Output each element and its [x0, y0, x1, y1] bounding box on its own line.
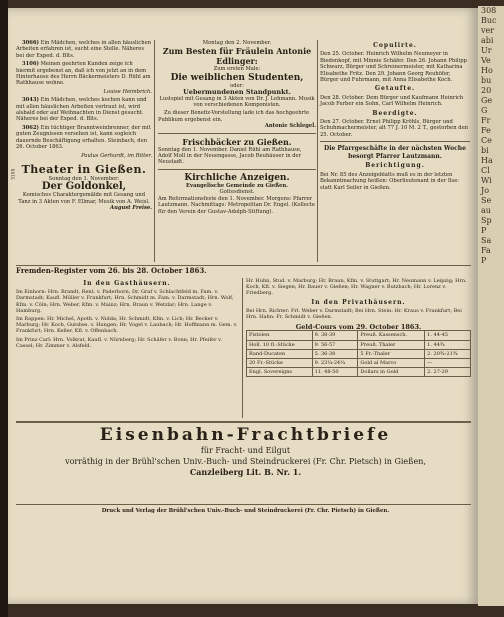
private-text: Bei Hrn. Richter: Frl. Weber v. Darmstadt; Bei Hrn. Stein: Hr. Kraus v. Frankfurt; Bei Hrn. Hahn: Fr. Schmidt v. Gießen. — [246, 307, 462, 321]
exchange-row — [247, 349, 471, 358]
exchange-cell: 2. 27-29 — [425, 368, 471, 377]
column-middle — [158, 40, 316, 215]
edge-fragment: Wi — [481, 176, 492, 185]
edge-fragment: Ve — [481, 56, 491, 65]
exchange-cell: 5 Fr.-Thaler — [358, 349, 425, 358]
freight-advert — [18, 425, 473, 477]
baptized-text: Den 28. October. Dem Bürger und Kaufmann Heinrich Jacob Ferber ein Sohn, Carl Wilhelm Heinrich. — [320, 94, 464, 108]
exchange-title: Geld-Cours vom 29. October 1863. — [295, 323, 422, 332]
exchange-cell: 1. 44-45 — [425, 331, 471, 340]
divider — [158, 133, 316, 134]
exchange-cell: — — [425, 359, 471, 368]
section-rule — [16, 504, 471, 505]
next-page-edge — [478, 6, 504, 606]
edge-fragment: Sp — [481, 216, 492, 225]
exchange-cell: Preuß. Thaler — [358, 340, 425, 349]
edge-fragment: Cl — [481, 166, 490, 175]
column-left — [11, 40, 152, 212]
freight-address: Canzleiberg Lit. B. Nr. 1. — [189, 467, 302, 477]
exchange-cell: 9. 38-39 — [312, 331, 358, 340]
correction-text: Bei Nr. 85 des Anzeigeblatts muß es in der letzten Bekanntmachung heißen: Oberlieutenant in der Ilse: statt Karl Seiler in Gießen. — [320, 171, 460, 191]
edge-fragment: 308 — [481, 6, 497, 15]
edge-fragment: bi — [481, 146, 489, 155]
exchange-cell: 11. 48-50 — [312, 368, 358, 377]
buried-heading: Beerdigte. — [372, 109, 418, 117]
exchange-cell: Gold al Marco — [358, 359, 425, 368]
freight-sub: für Fracht- und Eilgut — [200, 446, 291, 455]
exchange-cell: Preuß. Kassensch. — [358, 331, 425, 340]
exchange-row — [247, 340, 471, 349]
column-rule-3 — [242, 278, 243, 418]
exchange-cell: Holl. 10 fl.-Stücke — [247, 340, 313, 349]
edge-fragment: Ge — [481, 96, 493, 105]
exchange-row — [247, 359, 471, 368]
benefit-first: Zum ersten Male: — [213, 66, 261, 73]
exchange-cell: Engl. Sovereigns — [247, 368, 313, 377]
exchange-table — [246, 330, 471, 377]
inns-heading: In den Gasthäusern. — [83, 280, 171, 287]
edge-fragment: Se — [481, 196, 492, 205]
ad-3066: 3066) Ein Mädchen, welches in allen häuslichen Arbeiten erfahren ist, sucht eine Stelle. Näheres bei der Exped. d. Blts. — [16, 40, 152, 59]
exchange-row — [247, 331, 471, 340]
exchange-cell: 2. 20¾-21¾ — [425, 349, 471, 358]
edge-fragment: P — [481, 256, 487, 265]
church-text: Am Reformationsfeste den 1. November. Morgens: Pfarrer Lautzmann. Nachmittags: Metropolitan Dr. Engel. (Kollecte für den Verein der Gustav-Adolph-Stiftung). — [158, 195, 315, 215]
freight-line: vorräthig in der Brühl'schen Univ.-Buch- und Steindruckerei (Fr. Chr. Pietsch) in Gießen, — [65, 457, 426, 466]
edge-fragment: Jo — [481, 186, 490, 195]
parish-notice: Die Pfarrgeschäfte in der nächsten Woche besorgt Pfarrer Lautzmann. — [323, 145, 466, 160]
edge-fragment: P — [481, 226, 487, 235]
edge-fragment: Ur — [481, 46, 492, 55]
theater-signature: August Freise. — [110, 205, 152, 212]
theater-desc: Komisches Charaktergemälde mit Gesang und Tanz in 3 Akten von F. Ellmar, Musik von A. Weisl. — [18, 192, 150, 205]
exchange-cell: Dollars in Gold — [358, 368, 425, 377]
imprint: Druck und Verlag der Brühl'schen Univ.-Buch- und Steindruckerei (Fr. Chr. Pietsch) in Gießen. — [101, 508, 390, 514]
inn-rappen: Im Rappen: Hr. Michel, Apoth. v. Nidda; Hr. Schmidt, Kfm. v. Lich; Hr. Becker v. Marburg; Hr. Koch, Gutsbes. v. Hungen; Hr. Vogel v. Laubach; Hr. Hoffmann m. Gem. v. Frankfurt; Hrn. Keller, Kfl. v. Offenbach. — [16, 316, 238, 335]
ad-3062: 3062) Ein tüchtiger Branntweinbrenner, der mit guten Zeugnissen versehen ist, kann sogleich dauernde Beschäftigung erhalten. Steinbach, den 26. October 1863. — [16, 124, 151, 151]
edge-fragment: Buc — [481, 16, 497, 25]
visitor-register-right — [246, 278, 471, 377]
ad-3106-signature: Louise Heimbrich. — [103, 88, 152, 95]
exchange-cell: 1. 44¾ — [425, 340, 471, 349]
visitor-register — [16, 268, 471, 274]
theater-ad-number: 3105 — [11, 168, 17, 180]
benefit-desc: Lustspiel mit Gesang in 3 Akten von Dr. J. Lehmann. Musik von verschiedenen Komponisten. — [159, 95, 315, 109]
column-rule-2 — [317, 40, 318, 262]
church-title: Kirchliche Anzeigen. — [184, 172, 290, 183]
register-continued: Hr. Huhn, Stud. v. Marburg; Hr. Braun, Kfm. v. Stuttgart; Hr. Neumann v. Leipzig; Hrn. Koch, Kfl. v. Siegen; Hr. Bauer v. Gießen; Hr. Wagner v. Butzbach; Hr. Lorenz v. Friedberg. — [246, 278, 467, 297]
edge-fragment: Ce — [481, 136, 492, 145]
theater-date: Sonntag den 1. November: — [48, 175, 120, 182]
married-heading: Copulirte. — [373, 42, 417, 49]
edge-fragment: abi — [481, 36, 494, 45]
ad-3062-signature: Paulus Gerhardt, im Ritter. — [81, 152, 152, 159]
exchange-cell: 9. 23¼-24¼ — [312, 359, 358, 368]
ad-3106: 3106) Meinen geehrten Kunden zeige ich hiermit ergebenst an, daß ich von jetzt an in dem Hinterhause des Herrn Bäckermeisters D. Rühl am Rathhause wohne. — [16, 61, 151, 87]
benefit-alt-title: Uebermundenen Standpunkt. — [183, 88, 291, 97]
freight-title: Eisenbahn-Frachtbriefe — [99, 425, 392, 445]
benefit-note: Zu dieser Benefiz-Vorstellung lade ich das hochgeehrte Publikum ergebenst ein. — [158, 110, 310, 123]
correction-heading: Berichtigung. — [365, 162, 425, 170]
divider — [320, 141, 470, 142]
exchange-cell: 9. 56-57 — [312, 340, 358, 349]
exchange-rates — [246, 324, 471, 377]
visitor-register-left — [16, 278, 238, 349]
visitor-register-title: Fremden-Register vom 26. bis 28. October 1863. — [16, 266, 207, 275]
church-sub2: Gottesdienst. — [219, 189, 255, 196]
bakers-text: Sonntag den 1. November. Daniel Rühl am Rathhause, Adolf Moll in der Neuengasse, Jacob Reuhäuser in der Neustadt. — [158, 146, 302, 166]
edge-fragment: 20 — [481, 86, 492, 95]
edge-fragment: bu — [481, 76, 492, 85]
exchange-cell: 5. 36-38 — [312, 349, 358, 358]
exchange-cell: Rand-Ducaten — [247, 349, 313, 358]
edge-fragment: Fa — [481, 246, 491, 255]
church-sub: Evangelische Gemeinde zu Gießen. — [186, 182, 288, 189]
book-spine — [0, 0, 8, 617]
benefit-play: Die weiblichen Studenten, — [170, 72, 304, 83]
theater-title: Theater in Gießen. — [21, 162, 147, 176]
theater-ad — [11, 162, 152, 212]
exchange-cell: Pistolen — [247, 331, 313, 340]
edge-fragment: au — [481, 206, 491, 215]
married-text: Den 25. October. Heinrich Wilhelm Neumeyer in Biedenkopf, mit Minnie Schäfer. Den 26. Johann Philipp Schwarz, Bürger und Schreinermeister, mit Katharina Elisabethe Fritz. Den 29. Johann Georg Reuhöfer, Bürger und Fuhrmann, mit Anna Elisabethe Koch. — [320, 51, 467, 84]
newspaper-page — [8, 8, 478, 604]
benefit-signature: Antonie Schlegel. — [264, 123, 316, 130]
edge-fragment: G — [481, 106, 488, 115]
buried-text: Den 27. October. Ernst Philipp Kröhls, Bürger und Schuhmachermeister, alt 77 J. 10 M. 2 T., gestorben den 25. October. — [320, 119, 468, 138]
benefit-title: Zum Besten für Fräulein Antonie Edlinger: — [162, 46, 312, 67]
section-rule — [16, 421, 471, 423]
edge-fragment: ver — [481, 26, 495, 35]
exchange-cell: 20 Fr.-Stücke — [247, 359, 313, 368]
bakers-title: Frischbäcker zu Gießen. — [182, 136, 292, 147]
exchange-row — [247, 368, 471, 377]
edge-fragment: Fe — [481, 126, 491, 135]
column-right — [320, 40, 470, 191]
private-heading: In den Privathäusern. — [311, 298, 406, 306]
edge-fragment: Ho — [481, 66, 493, 75]
divider — [158, 169, 316, 170]
baptized-heading: Getaufte. — [374, 85, 416, 93]
column-rule-1 — [154, 40, 155, 262]
benefit-date: Montag den 2. November. — [202, 40, 272, 46]
edge-fragment: Ha — [481, 156, 493, 165]
theater-play: Der Goldonkel, — [41, 181, 127, 193]
ad-3043: 3043) Ein Mädchen, welches kochen kann und mit allen häuslichen Arbeiten vertraut ist, wird alsbald oder auf Weihnachten in Dienst gesucht. Näheres bei der Exped. d. Blts. — [16, 97, 147, 123]
inn-prinz-carl: Im Prinz Carl: Hrn. Volkrat, Kaufl. v. Nürnberg; Hr. Schäfer v. Bonn; Hr. Pfeifer v. Cassel; Hr. Zimmer v. Alsfeld. — [16, 336, 222, 349]
edge-fragment: Sa — [481, 236, 492, 245]
benefit-alt: oder: — [230, 82, 244, 89]
inn-einhorn: Im Einhorn: Hrn. Brandt, Rent. v. Paderborn; Dr. Graf v. Schlachtfeld m. Fam. v. Darmstadt; Kaufl. Müller v. Frankfurt; Hrn. Schmidt m. Fam. v. Darmstadt; Hrn. Wolf, Kfm. v. Cöln; Hrn. Weber, Kfm. v. Mainz; Hrn. Braun v. Wetzlar; Hrn. Lange v. Hamburg. — [16, 289, 234, 314]
edge-fragment: Fr — [481, 116, 491, 125]
